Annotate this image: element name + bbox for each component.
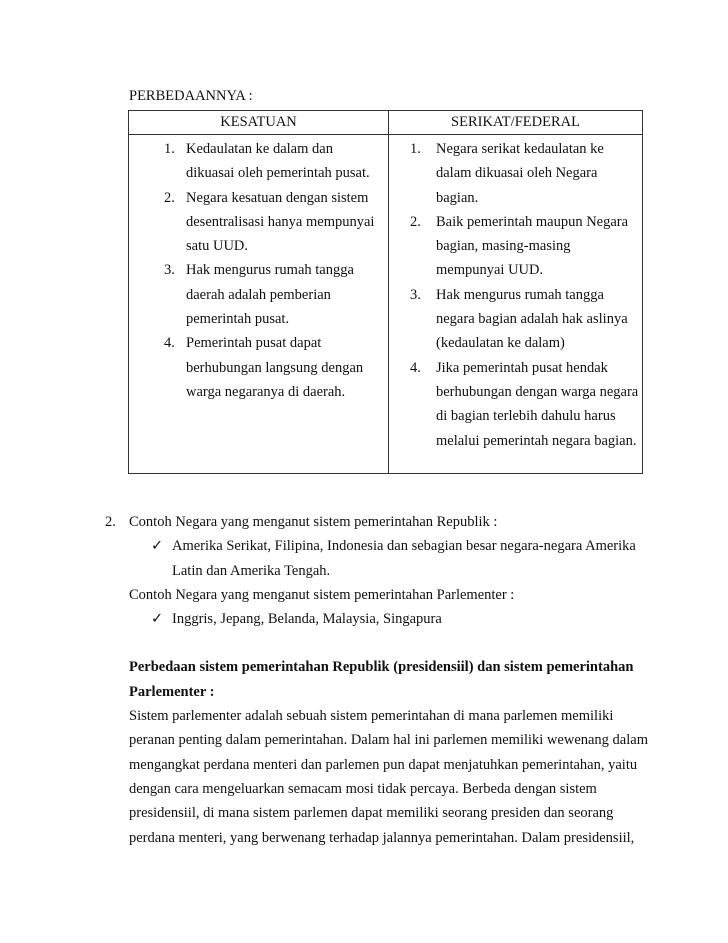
list-line: Jika pemerintah pusat hendak bbox=[436, 359, 608, 376]
list-line: bagian, masing-masing bbox=[436, 238, 571, 255]
list-line: daerah adalah pemberian bbox=[186, 286, 331, 303]
parlementer-examples bbox=[105, 607, 650, 631]
republik-line-2: Latin dan Amerika Tengah. bbox=[172, 562, 331, 579]
list-line: berhubungan dengan warga negara bbox=[436, 383, 639, 400]
differences-heading: PERBEDAANNYA : bbox=[129, 88, 253, 104]
body-flow bbox=[105, 510, 650, 850]
list-line: di bagian terlebih dahulu harus bbox=[436, 408, 616, 425]
list-line: Hak mengurus rumah tangga bbox=[186, 262, 354, 279]
list-number: 4. bbox=[410, 359, 421, 376]
list-item bbox=[164, 137, 388, 186]
list-line: Negara kesatuan dengan sistem bbox=[186, 189, 369, 206]
list-item bbox=[410, 283, 642, 356]
federal-cell bbox=[389, 135, 643, 474]
list-line: dalam dikuasai oleh Negara bbox=[436, 165, 598, 182]
list-line: melalui pemerintah negara bagian. bbox=[436, 432, 637, 449]
republik-intro: 2. Contoh Negara yang menganut sistem pemerintahan Republik : bbox=[105, 510, 650, 534]
list-number: 4. bbox=[164, 335, 175, 352]
list-line: Baik pemerintah maupun Negara bbox=[436, 213, 629, 230]
header-kesatuan: KESATUAN bbox=[129, 111, 389, 135]
list-item bbox=[164, 258, 388, 331]
list-line: satu UUD. bbox=[186, 238, 249, 255]
list-line: mempunyai UUD. bbox=[436, 262, 544, 279]
list-number: 3. bbox=[164, 262, 175, 279]
list-line: berhubungan langsung dengan bbox=[186, 359, 364, 376]
list-line: bagian. bbox=[436, 189, 479, 206]
list-line: Negara serikat kedaulatan ke bbox=[436, 141, 604, 157]
list-line: warga negaranya di daerah. bbox=[186, 383, 346, 400]
list-number: 2. bbox=[410, 213, 421, 230]
kesatuan-cell bbox=[129, 135, 389, 474]
list-line: Hak mengurus rumah tangga bbox=[436, 286, 604, 303]
header-serikat-federal: SERIKAT/FEDERAL bbox=[389, 111, 643, 135]
list-line: dikuasai oleh pemerintah pusat. bbox=[186, 165, 370, 182]
checkmark-icon: ✓ bbox=[151, 611, 164, 628]
republik-examples bbox=[105, 534, 650, 583]
section-title: Perbedaan sistem pemerintahan Republik (presidensiil) dan sistem pemerintahan Parlementer : bbox=[129, 659, 634, 700]
list-item bbox=[410, 210, 642, 283]
list-line: pemerintah pusat. bbox=[186, 311, 290, 328]
checkmark-icon: ✓ bbox=[151, 538, 164, 555]
list-line: Pemerintah pusat dapat bbox=[186, 335, 322, 352]
list-number: 3. bbox=[410, 286, 421, 303]
section-body: Sistem parlementer adalah sebuah sistem pemerintahan di mana parlemen memiliki peranan penting dalam pemerintahan. Dalam hal ini parlemen memiliki wewenang dalam mengangkat perdana menteri dan parlemen pun dapat menjatuhkan pemerintahan, yaitu dengan cara mengeluarkan semacam mosi tidak percaya. Berbeda dengan sistem presidensiil, di mana sistem parlemen dapat memiliki seorang presiden dan seorang perdana menteri, yang berwenang terhadap jalannya pemerintahan. Dalam presidensiil, bbox=[129, 708, 648, 846]
kesatuan-list bbox=[164, 137, 388, 404]
list-number: 1. bbox=[410, 141, 421, 157]
list-number: 2. bbox=[105, 514, 116, 530]
parlementer-intro: Contoh Negara yang menganut sistem pemerintahan Parlementer : bbox=[129, 586, 515, 603]
list-line: negara bagian adalah hak aslinya bbox=[436, 311, 628, 328]
list-item bbox=[164, 331, 388, 404]
list-number: 2. bbox=[164, 189, 175, 206]
federal-list bbox=[410, 137, 642, 453]
list-number: 1. bbox=[164, 141, 175, 157]
comparison-table bbox=[128, 110, 643, 474]
list-line: Kedaulatan ke dalam dan bbox=[186, 141, 333, 157]
list-item bbox=[410, 356, 642, 453]
list-item bbox=[164, 186, 388, 259]
list-item bbox=[410, 137, 642, 210]
list-line: (kedaulatan ke dalam) bbox=[436, 335, 565, 352]
republik-line-1: Amerika Serikat, Filipina, Indonesia dan sebagian besar negara-negara Amerika bbox=[172, 538, 636, 555]
parlementer-line: Inggris, Jepang, Belanda, Malaysia, Singapura bbox=[172, 611, 442, 628]
list-line: desentralisasi hanya mempunyai bbox=[186, 213, 375, 230]
